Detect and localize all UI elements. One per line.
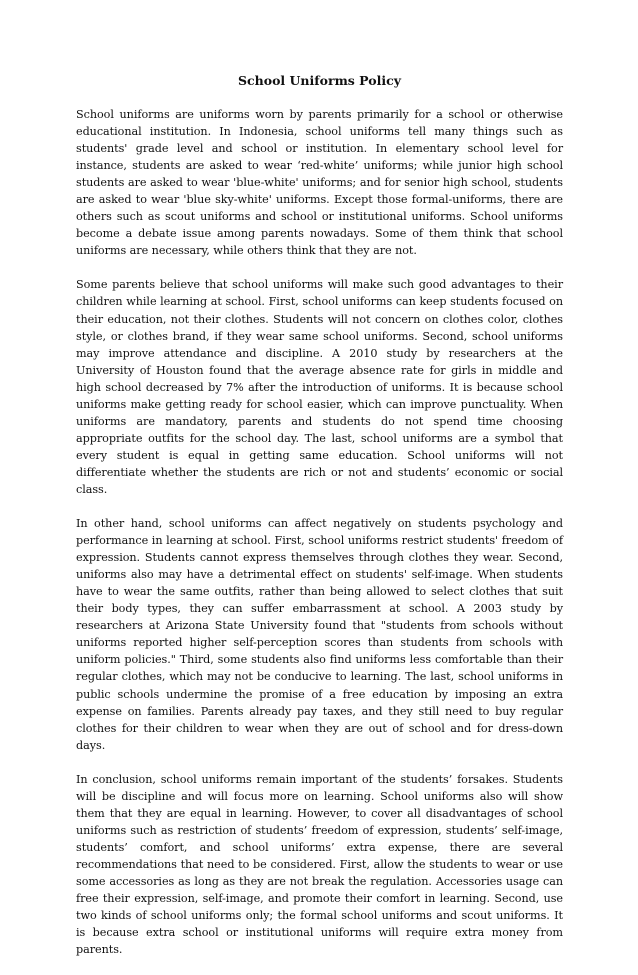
paragraph-disadvantages: In other hand, school uniforms can affect negatively on students psychology and performance in learning at school. First, school uniforms restrict students' freedom of expression. Students cannot express themselves through clothes they wear. Second, uniforms also may have a detrimental effect on students' self-image. When students have to wear the same outfits, rather than being allowed to select clothes that suit their body types, they can suffer embarrassment at school. A 2003 study by researchers at Arizona State University found that "students from schools without uniforms reported higher self-perception scores than students from schools with uniform policies." Third, some students also find uniforms less comfortable than their regular clothes, which may not be conducive to learning. The last, school uniforms in public schools undermine the promise of a free education by imposing an extra expense on families. Parents already pay taxes, and they still need to buy regular clothes for their children to wear when they are out of school and for dress-down days. (76, 517, 563, 752)
document-title: School Uniforms Policy (238, 73, 401, 88)
document-page (76, 72, 563, 975)
paragraph-advantages: Some parents believe that school uniforms will make such good advantages to their children while learning at school. First, school uniforms can keep students focused on their education, not their clothes. Students will not concern on clothes color, clothes style, or clothes brand, if they wear same school uniforms. Second, school uniforms may improve attendance and discipline. A 2010 study by researchers at the University of Houston found that the average absence rate for girls in middle and high school decreased by 7% after the introduction of uniforms. It is because school uniforms make getting ready for school easier, which can improve punctuality. When uniforms are mandatory, parents and students do not spend time choosing appropriate outfits for the school day. The last, school uniforms are a symbol that every student is equal in getting same education. School uniforms will not differentiate whether the students are rich or not and students’ economic or social class. (76, 278, 563, 496)
paragraph-conclusion: In conclusion, school uniforms remain important of the students’ forsakes. Students will be discipline and will focus more on learning. School uniforms also will show them that they are equal in learning. However, to cover all disadvantages of school uniforms such as restriction of students’ freedom of expression, students’ self-image, students’ comfort, and school uniforms’ extra expense, there are several recommendations that need to be considered. First, allow the students to wear or use some accessories as long as they are not break the regulation. Accessories usage can free their expression, self-image, and promote their comfort in learning. Second, use two kinds of school uniforms only; the formal school uniforms and scout uniforms. It is because extra school or institutional uniforms will require extra money from parents. (76, 772, 563, 957)
paragraph-introduction: School uniforms are uniforms worn by parents primarily for a school or otherwise educational institution. In Indonesia, school uniforms tell many things such as students' grade level and school or institution. In elementary school level for instance, students are asked to wear ‘red-white’ uniforms; while junior high school students are asked to wear 'blue-white' uniforms; and for senior high school, students are asked to wear 'blue sky-white' uniforms. Except those formal-uniforms, there are others such as scout uniforms and school or institutional uniforms. School uniforms become a debate issue among parents nowadays. Some of them think that school uniforms are necessary, while others think that they are not. (76, 108, 563, 258)
